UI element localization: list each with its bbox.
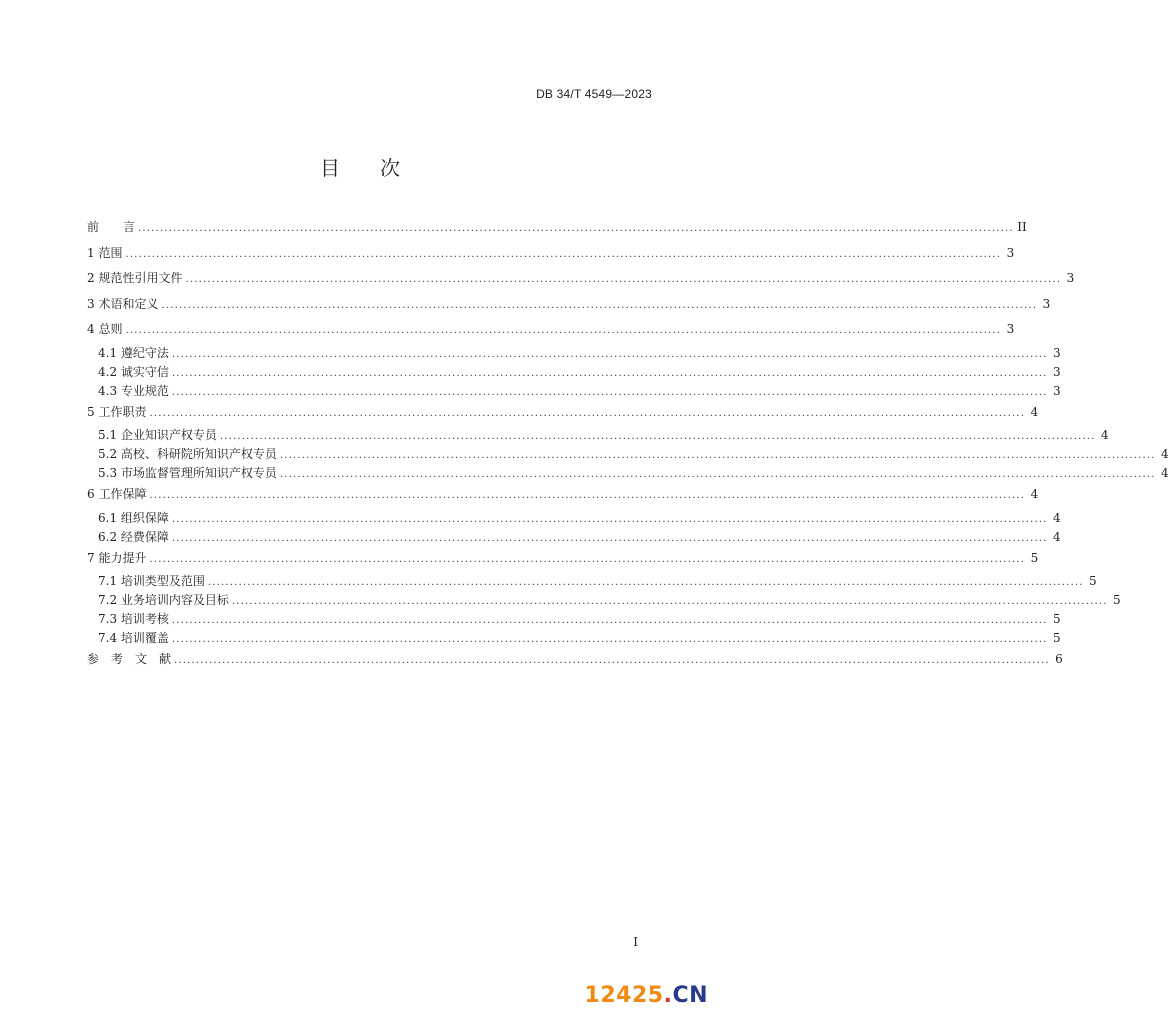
toc-entry[interactable] [87,548,1039,572]
watermark-digits: 12425 [584,983,664,1008]
toc-entry-page: 4 [1101,428,1109,442]
toc-entry-label: 7.1 培训类型及范围 [98,574,205,588]
doc-code: DB 34/T 4549—2023 [536,87,652,101]
toc-title: 目次 [320,156,440,180]
toc-entry-page: 5 [1053,631,1061,645]
toc-entry-label: 7.3 培训考核 [98,612,169,626]
toc-entry-label: 参 考 文 献 [87,652,172,666]
toc-leader-dots: ........................................................................................................................................................................................................ [171,367,1048,379]
toc-entry[interactable] [87,402,1039,426]
toc-entry[interactable] [87,628,1061,647]
toc-entry-label: 5.3 市场监督管理所知识产权专员 [98,466,277,480]
toc-entry[interactable] [87,527,1061,546]
toc-entry[interactable] [87,649,1063,673]
toc-leader-dots: ........................................................................................................................................................................................................ [174,655,1050,666]
toc-entry-page: 3 [1053,364,1061,379]
toc-entry[interactable] [87,381,1061,400]
toc-leader-dots: ........................................................................................................................................................................................................ [279,469,1156,480]
toc-entry[interactable] [87,484,1039,508]
toc-entry[interactable] [87,319,1015,343]
toc-leader-dots: ........................................................................................................................................................................................................ [125,248,1002,260]
toc-entry-label: 5 工作职责 [87,404,147,419]
toc-entry[interactable] [87,243,1015,267]
toc-leader-dots: ........................................................................................................................................................................................................ [185,274,1062,285]
watermark-logo [585,983,708,1008]
toc-entry[interactable] [87,463,1169,482]
toc-leader-dots: ........................................................................................................................................................................................................ [231,596,1108,607]
toc-entry-label: 6.1 组织保障 [98,510,169,525]
toc-entry[interactable] [87,444,1169,463]
toc-entry[interactable] [87,294,1051,318]
toc-entry-label: 7.2 业务培训内容及目标 [98,593,229,607]
toc-entry-page: 3 [1006,245,1015,260]
toc-leader-dots: ........................................................................................................................................................................................................ [149,407,1026,419]
toc-entry-page: 3 [1042,296,1051,311]
toc-entry-label: 6 工作保障 [87,487,147,501]
toc-entry-label: 5.1 企业知识产权专员 [98,428,217,442]
toc-entry[interactable] [87,343,1061,362]
toc-entry-label: 4.3 专业规范 [98,383,169,398]
watermark-dot: . [663,983,673,1008]
toc-leader-dots: ........................................................................................................................................................................................................ [207,577,1084,588]
toc-leader-dots: ........................................................................................................................................................................................................ [138,223,1014,234]
toc-entry-label: 4.1 遵纪守法 [98,345,169,360]
toc-entry-label: 3 术语和定义 [87,296,159,311]
toc-entry-label: 5.2 高校、科研院所知识产权专员 [98,447,277,461]
toc-entry-page: 3 [1053,345,1061,360]
toc-entry-page: 4 [1030,404,1039,419]
toc-leader-dots: ........................................................................................................................................................................................................ [149,553,1026,565]
toc-entry-page: 4 [1161,466,1169,480]
toc-entry[interactable] [87,590,1121,609]
toc-leader-dots: ........................................................................................................................................................................................................ [219,431,1096,442]
toc-entry-page: 5 [1053,612,1061,626]
toc-entry-page: 3 [1066,271,1075,285]
toc-entry-page: 4 [1161,447,1169,461]
toc-entry-label: 4 总则 [87,322,123,336]
toc-entry-page: 4 [1053,529,1061,544]
toc-leader-dots: ........................................................................................................................................................................................................ [125,325,1002,336]
toc-entry-label: 1 范围 [87,245,123,260]
toc-entry-label: 7.4 培训覆盖 [98,631,169,645]
toc-leader-dots: ........................................................................................................................................................................................................ [171,513,1048,525]
toc-entry[interactable] [87,425,1109,444]
toc-entry-page: 3 [1053,383,1061,398]
toc-entry-label: 6.2 经费保障 [98,529,169,544]
toc-leader-dots: ........................................................................................................................................................................................................ [171,615,1048,626]
toc-entry[interactable] [87,571,1097,590]
toc-entry-label: 4.2 诚实守信 [98,364,169,379]
toc-leader-dots: ........................................................................................................................................................................................................ [149,490,1026,501]
table-of-contents [87,215,1169,673]
toc-entry[interactable] [87,508,1061,527]
toc-leader-dots: ........................................................................................................................................................................................................ [279,450,1156,461]
toc-leader-dots: ........................................................................................................................................................................................................ [161,299,1038,311]
toc-leader-dots: ........................................................................................................................................................................................................ [171,634,1048,645]
toc-entry-page: 5 [1089,574,1097,588]
toc-entry[interactable] [87,609,1061,628]
toc-entry-label: 7 能力提升 [87,550,147,565]
toc-leader-dots: ........................................................................................................................................................................................................ [171,386,1048,398]
toc-entry-page: 4 [1053,510,1061,525]
toc-entry-page: 6 [1055,652,1063,666]
toc-entry-page: 3 [1006,322,1015,336]
toc-entry-label: 2 规范性引用文件 [87,271,183,285]
toc-entry-label: 前 言 [87,220,136,234]
toc-entry[interactable] [87,362,1061,381]
toc-entry-page: 5 [1113,593,1121,607]
toc-entry-page: II [1017,220,1027,234]
toc-entry-page: 5 [1030,550,1039,565]
toc-entry[interactable] [87,217,1027,241]
toc-entry-page: 4 [1030,487,1039,501]
toc-leader-dots: ........................................................................................................................................................................................................ [171,348,1048,360]
toc-entry[interactable] [87,268,1075,292]
page-number: I [633,935,638,949]
watermark-suffix: CN [672,983,708,1008]
toc-leader-dots: ........................................................................................................................................................................................................ [171,532,1048,544]
